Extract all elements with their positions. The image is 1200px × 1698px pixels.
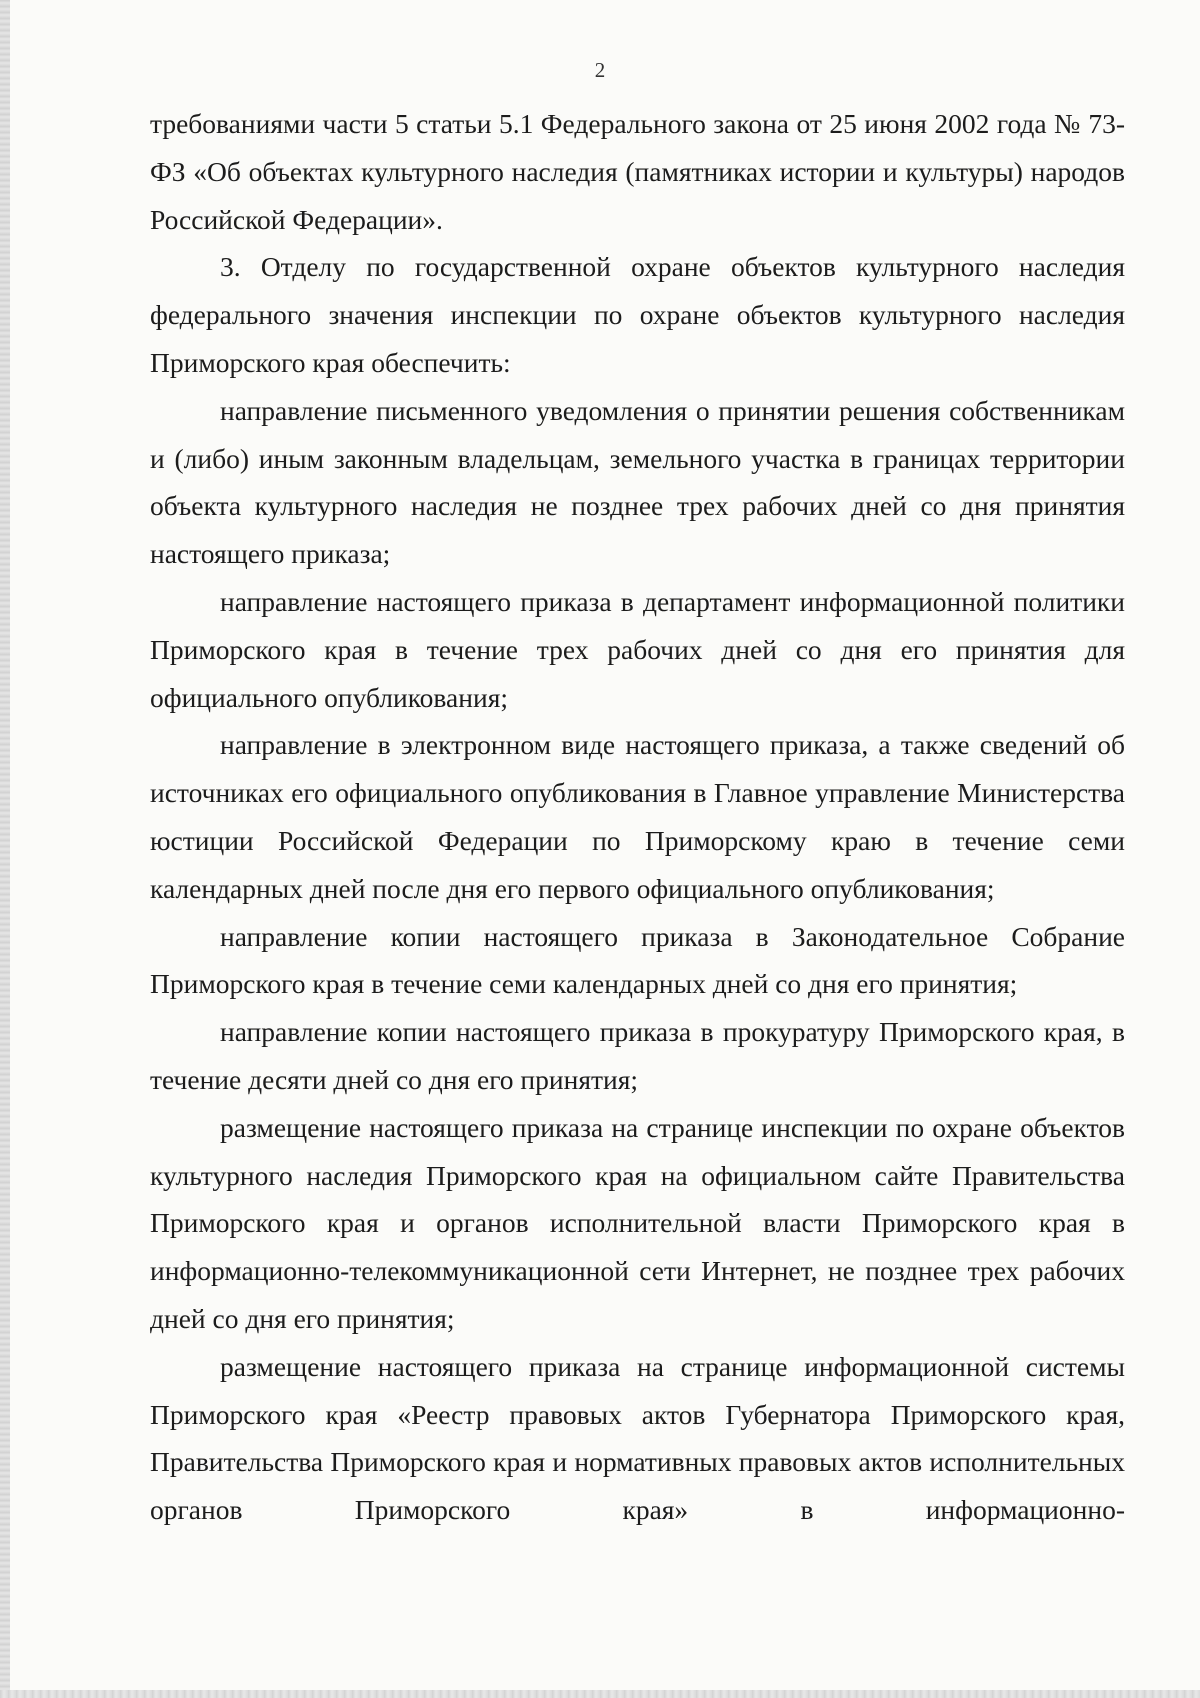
scan-edge-left [0,0,10,1698]
scan-edge-bottom [0,1690,1200,1698]
paragraph-legislative-assembly: направление копии настоящего приказа в Законодательное Собрание Приморского края в течение семи календарных дней со дня его принятия; [150,920,1125,1000]
document-body [150,100,1125,1534]
page-number: 2 [594,58,606,82]
paragraph-justice-ministry: направление в электронном виде настоящего приказа, а также сведений об источниках его официального опубликования в Главное управление Министерства юстиции Российской Федерации по Приморскому краю в течение семи календарных дней после дня его первого официального опубликования; [150,729,1125,904]
paragraph-website: размещение настоящего приказа на странице инспекции по охране объектов культурного наследия Приморского края на официальном сайте Правительства Приморского края и органов исполнительной власти Приморского края в информационно-телекоммуникационной сети Интернет, не позднее трех рабочих дней со дня его принятия; [150,1111,1125,1334]
paragraph-notification: направление письменного уведомления о принятии решения собственникам и (либо) иным законным владельцам, земельного участка в границах территории объекта культурного наследия не позднее трех рабочих дней со дня принятия настоящего приказа; [150,394,1125,570]
paragraph-item-3: 3. Отделу по государственной охране объектов культурного наследия федерального значения инспекции по охране объектов культурного наследия Приморского края обеспечить: [150,251,1125,378]
paragraph-registry: размещение настоящего приказа на странице информационной системы Приморского края «Реестр правовых актов Губернатора Приморского края, Правительства Приморского края и нормативных правовых актов исполнительных органов Приморского края» в информационно- [150,1350,1125,1526]
paragraph-continuation: требованиями части 5 статьи 5.1 Федерального закона от 25 июня 2002 года № 73-ФЗ «Об объектах культурного наследия (памятниках истории и культуры) народов Российской Федерации». [150,108,1125,235]
paragraph-prosecutor: направление копии настоящего приказа в прокуратуру Приморского края, в течение десяти дней со дня его принятия; [150,1016,1125,1095]
paragraph-info-policy: направление настоящего приказа в департамент информационной политики Приморского края в течение трех рабочих дней со дня его принятия для официального опубликования; [150,585,1125,713]
